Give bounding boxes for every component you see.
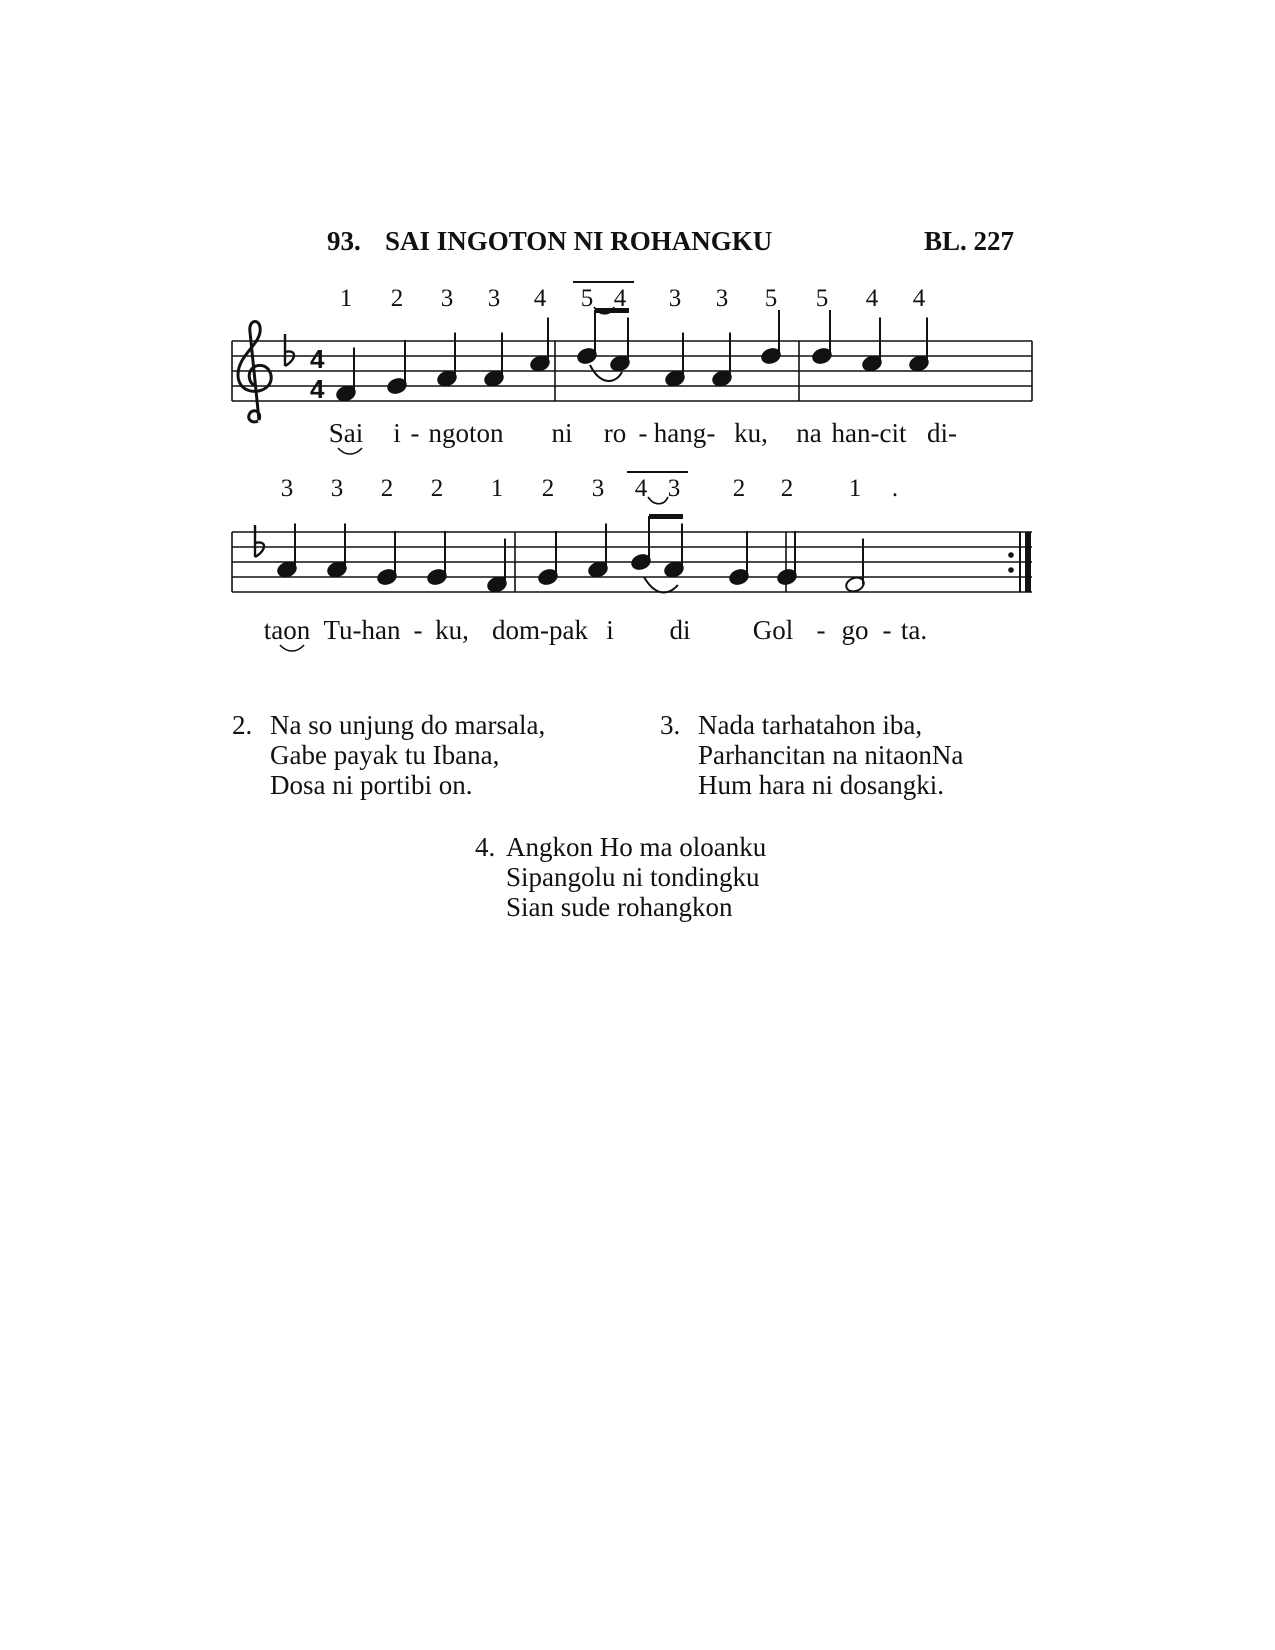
hymn-number: 93.: [327, 226, 361, 256]
quarter-note: [529, 318, 550, 373]
eighth-note: [609, 318, 630, 373]
cipher-number: 3: [715, 285, 729, 312]
cipher-number: 1: [490, 475, 504, 502]
lyric-syllable: Gol: [752, 615, 794, 645]
quarter-note: [537, 531, 558, 586]
cipher-number: 5: [580, 285, 594, 312]
verse-line: Angkon Ho ma oloanku: [506, 832, 767, 862]
cipher-number: 3: [280, 475, 294, 502]
lyric-syllable: ro: [603, 418, 627, 448]
verse-line: Parhancitan na nitaonNa: [698, 740, 964, 770]
lyric-syllable: ku,: [435, 615, 469, 645]
quarter-note: [760, 310, 781, 365]
cipher-number: 3: [667, 475, 681, 502]
music-score: [0, 0, 1275, 680]
lyric-syllable: i: [393, 418, 401, 448]
lyric-syllable: -: [413, 615, 423, 645]
cipher-number: 2: [390, 285, 404, 312]
quarter-note: [861, 318, 882, 373]
lyric-syllable: -: [882, 615, 892, 645]
quarter-note: [728, 531, 749, 586]
cipher-number: 2: [430, 475, 444, 502]
cipher-tie: [648, 497, 668, 504]
notes-staff-2: [276, 514, 865, 594]
hymn-title: SAI INGOTON NI ROHANGKU: [385, 226, 773, 256]
verse-line: Gabe payak tu Ibana,: [270, 740, 500, 770]
verse-number: 4.: [475, 832, 496, 862]
lyric-syllable: di: [669, 615, 691, 645]
verse-line: Hum hara ni dosangki.: [698, 770, 944, 800]
lyric-syllable: Sai: [328, 418, 364, 448]
slur: [644, 577, 678, 592]
lyric-syllable: na: [796, 418, 822, 448]
lyric-syllable: ku,: [734, 418, 768, 448]
quarter-note: [376, 531, 397, 586]
flat-icon: [255, 525, 264, 557]
quarter-note: [426, 531, 447, 586]
verse-line: Sian sude rohangkon: [506, 892, 733, 922]
cipher-number: 3: [668, 285, 682, 312]
cipher-number: 2: [780, 475, 794, 502]
lyric-syllable: ta.: [900, 615, 928, 645]
lyric-syllable: -: [816, 615, 826, 645]
quarter-note: [386, 340, 407, 395]
verse-line: Sipangolu ni tondingku: [506, 862, 760, 892]
cipher-number: 1: [339, 285, 353, 312]
cipher-number: 5: [764, 285, 778, 312]
eighth-note: [576, 310, 597, 365]
cipher-number: 4: [865, 285, 879, 312]
lyric-syllable: dom-pak: [492, 615, 588, 645]
cipher-number: 5: [815, 285, 829, 312]
quarter-note: [908, 318, 929, 373]
lyric-syllable: go: [841, 615, 869, 645]
verse-number: 2.: [232, 710, 253, 740]
cipher-number: 3: [591, 475, 605, 502]
lyric-syllable: ni: [551, 418, 573, 448]
time-signature-bottom: 4: [310, 374, 325, 404]
elision-mark: [280, 645, 304, 651]
beam: [649, 514, 683, 519]
hymn-reference: BL. 227: [924, 226, 1015, 256]
lyric-syllable: Tu-han: [323, 615, 401, 645]
cipher-number: 2: [380, 475, 394, 502]
lyric-syllable: di-: [927, 418, 957, 448]
lyric-syllable: ngoton: [428, 418, 504, 448]
lyric-syllable: -: [706, 418, 716, 448]
cipher-number: 4: [634, 475, 648, 502]
time-signature-top: 4: [310, 344, 325, 374]
verse-4: [475, 832, 766, 922]
quarter-note: [811, 310, 832, 365]
verse-2: [232, 710, 545, 800]
lyric-syllable: i: [606, 615, 614, 645]
cipher-number: 2: [541, 475, 555, 502]
cipher-number: 4: [613, 285, 627, 312]
cipher-number: 3: [330, 475, 344, 502]
lyric-syllable: -: [410, 418, 420, 448]
cipher-number: 3: [440, 285, 454, 312]
eighth-note: [630, 516, 651, 571]
elision-mark: [338, 448, 362, 454]
cipher-number: 4: [533, 285, 547, 312]
verse-line: Nada tarhatahon iba,: [698, 710, 923, 740]
lyric-syllable: taon: [263, 615, 311, 645]
cipher-number: .: [891, 475, 899, 502]
verse-number: 3.: [660, 710, 681, 740]
flat-icon: [285, 334, 294, 366]
cipher-number: 2: [732, 475, 746, 502]
quarter-note: [776, 531, 797, 586]
verse-line: Na so unjung do marsala,: [270, 710, 546, 740]
lyric-syllable: hang: [653, 418, 707, 448]
verse-3: [660, 710, 963, 800]
lyric-syllable: -: [638, 418, 648, 448]
verse-line: Dosa ni portibi on.: [270, 770, 473, 800]
cipher-number: 3: [487, 285, 501, 312]
lyric-syllable: han-cit: [831, 418, 907, 448]
cipher-number: 1: [848, 475, 862, 502]
cipher-number: 4: [912, 285, 926, 312]
